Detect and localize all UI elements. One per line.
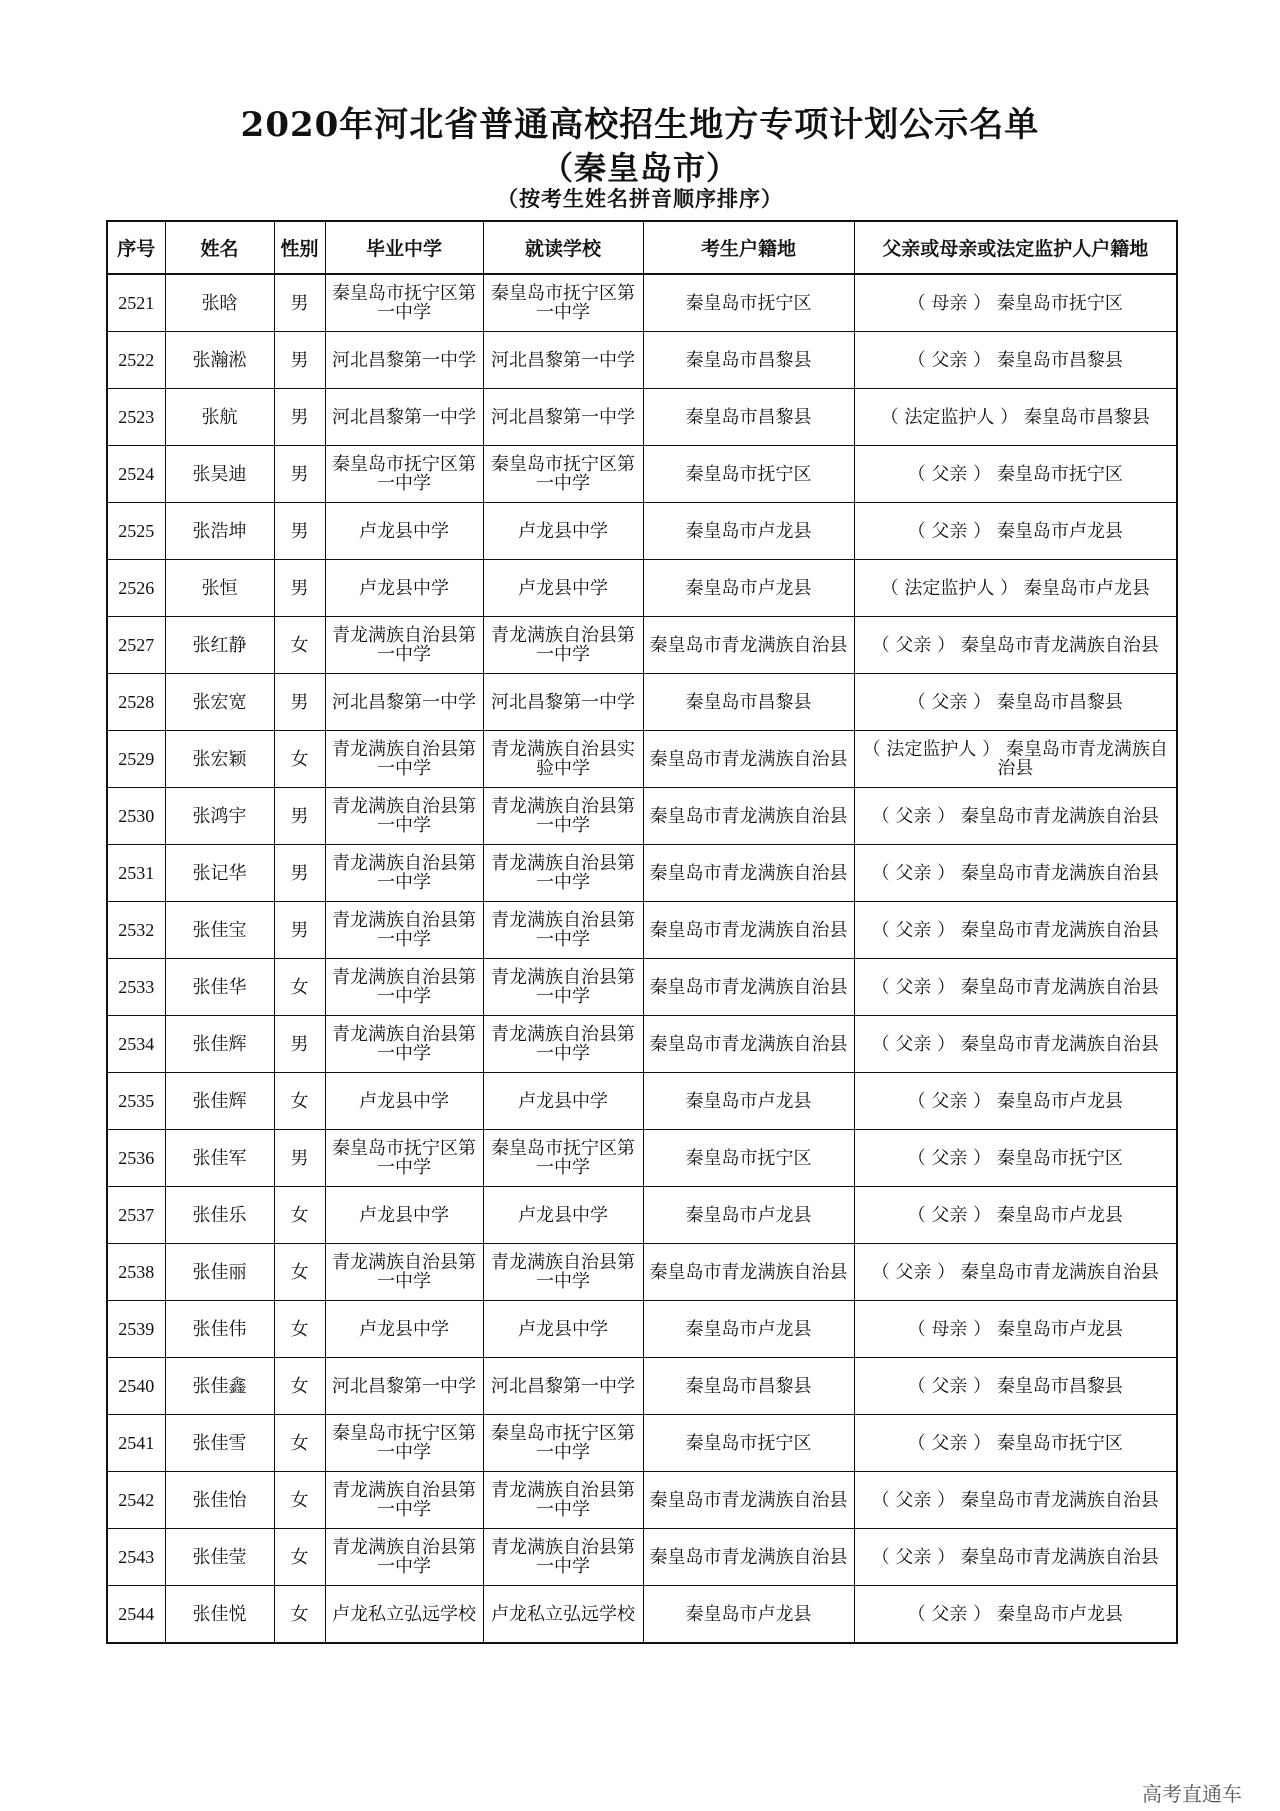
cell-household: 秦皇岛市卢龙县 xyxy=(643,1301,854,1358)
table-row xyxy=(107,389,1177,446)
cell-current-school: 青龙满族自治县第一中学 xyxy=(483,845,643,902)
cell-name: 张佳悦 xyxy=(165,1586,274,1644)
table-row xyxy=(107,1586,1177,1644)
table-row xyxy=(107,731,1177,788)
cell-name: 张红静 xyxy=(165,617,274,674)
cell-current-school: 卢龙县中学 xyxy=(483,1187,643,1244)
cell-parent-household: （ 法定监护人 ） 秦皇岛市昌黎县 xyxy=(854,389,1177,446)
cell-household: 秦皇岛市昌黎县 xyxy=(643,1358,854,1415)
cell-seq: 2543 xyxy=(107,1529,165,1586)
table-row xyxy=(107,845,1177,902)
cell-name: 张浩坤 xyxy=(165,503,274,560)
cell-seq: 2544 xyxy=(107,1586,165,1644)
cell-grad-school: 河北昌黎第一中学 xyxy=(325,1358,483,1415)
table-row xyxy=(107,617,1177,674)
cell-gender: 女 xyxy=(274,731,325,788)
cell-name: 张佳宝 xyxy=(165,902,274,959)
cell-gender: 男 xyxy=(274,332,325,389)
cell-parent-household: （ 父亲 ） 秦皇岛市青龙满族自治县 xyxy=(854,1472,1177,1529)
cell-parent-household: （ 父亲 ） 秦皇岛市青龙满族自治县 xyxy=(854,788,1177,845)
cell-name: 张佳乐 xyxy=(165,1187,274,1244)
cell-seq: 2521 xyxy=(107,274,165,332)
cell-seq: 2525 xyxy=(107,503,165,560)
cell-current-school: 河北昌黎第一中学 xyxy=(483,332,643,389)
cell-current-school: 青龙满族自治县第一中学 xyxy=(483,788,643,845)
cell-gender: 女 xyxy=(274,1073,325,1130)
cell-parent-household: （ 父亲 ） 秦皇岛市青龙满族自治县 xyxy=(854,845,1177,902)
cell-household: 秦皇岛市青龙满族自治县 xyxy=(643,902,854,959)
table-row xyxy=(107,560,1177,617)
cell-seq: 2531 xyxy=(107,845,165,902)
cell-gender: 女 xyxy=(274,1472,325,1529)
cell-current-school: 河北昌黎第一中学 xyxy=(483,1358,643,1415)
cell-gender: 男 xyxy=(274,446,325,503)
cell-name: 张宏颖 xyxy=(165,731,274,788)
table-row xyxy=(107,1073,1177,1130)
cell-name: 张恒 xyxy=(165,560,274,617)
cell-gender: 男 xyxy=(274,274,325,332)
cell-parent-household: （ 母亲 ） 秦皇岛市卢龙县 xyxy=(854,1301,1177,1358)
cell-seq: 2542 xyxy=(107,1472,165,1529)
cell-grad-school: 青龙满族自治县第一中学 xyxy=(325,731,483,788)
table-header-row xyxy=(107,221,1177,274)
cell-grad-school: 秦皇岛市抚宁区第一中学 xyxy=(325,1415,483,1472)
cell-household: 秦皇岛市卢龙县 xyxy=(643,560,854,617)
cell-grad-school: 河北昌黎第一中学 xyxy=(325,674,483,731)
header-name: 姓名 xyxy=(165,221,274,274)
cell-grad-school: 卢龙县中学 xyxy=(325,560,483,617)
cell-gender: 男 xyxy=(274,560,325,617)
cell-name: 张鸿宇 xyxy=(165,788,274,845)
cell-gender: 女 xyxy=(274,617,325,674)
cell-grad-school: 青龙满族自治县第一中学 xyxy=(325,788,483,845)
cell-gender: 男 xyxy=(274,1016,325,1073)
cell-seq: 2530 xyxy=(107,788,165,845)
roster-table xyxy=(106,220,1178,1644)
cell-name: 张瀚淞 xyxy=(165,332,274,389)
cell-seq: 2526 xyxy=(107,560,165,617)
cell-grad-school: 卢龙县中学 xyxy=(325,1301,483,1358)
cell-gender: 女 xyxy=(274,1244,325,1301)
cell-current-school: 卢龙县中学 xyxy=(483,1301,643,1358)
cell-seq: 2539 xyxy=(107,1301,165,1358)
cell-grad-school: 河北昌黎第一中学 xyxy=(325,389,483,446)
cell-grad-school: 青龙满族自治县第一中学 xyxy=(325,1529,483,1586)
cell-grad-school: 卢龙县中学 xyxy=(325,1187,483,1244)
cell-parent-household: （ 父亲 ） 秦皇岛市青龙满族自治县 xyxy=(854,1244,1177,1301)
cell-seq: 2528 xyxy=(107,674,165,731)
cell-gender: 男 xyxy=(274,503,325,560)
cell-grad-school: 河北昌黎第一中学 xyxy=(325,332,483,389)
cell-gender: 女 xyxy=(274,1415,325,1472)
cell-gender: 男 xyxy=(274,788,325,845)
cell-current-school: 青龙满族自治县第一中学 xyxy=(483,902,643,959)
cell-parent-household: （ 父亲 ） 秦皇岛市青龙满族自治县 xyxy=(854,902,1177,959)
cell-seq: 2541 xyxy=(107,1415,165,1472)
cell-parent-household: （ 父亲 ） 秦皇岛市抚宁区 xyxy=(854,446,1177,503)
table-row xyxy=(107,902,1177,959)
header-seq: 序号 xyxy=(107,221,165,274)
cell-current-school: 青龙满族自治县第一中学 xyxy=(483,617,643,674)
cell-current-school: 青龙满族自治县第一中学 xyxy=(483,1016,643,1073)
cell-current-school: 青龙满族自治县第一中学 xyxy=(483,1529,643,1586)
cell-seq: 2524 xyxy=(107,446,165,503)
page-title: 2020年河北省普通高校招生地方专项计划公示名单 xyxy=(240,105,1040,145)
header-parent-household: 父亲或母亲或法定监护人户籍地 xyxy=(854,221,1177,274)
cell-seq: 2533 xyxy=(107,959,165,1016)
cell-name: 张记华 xyxy=(165,845,274,902)
cell-household: 秦皇岛市抚宁区 xyxy=(643,1415,854,1472)
cell-gender: 男 xyxy=(274,389,325,446)
cell-seq: 2537 xyxy=(107,1187,165,1244)
cell-household: 秦皇岛市卢龙县 xyxy=(643,1187,854,1244)
cell-gender: 男 xyxy=(274,845,325,902)
cell-current-school: 卢龙县中学 xyxy=(483,503,643,560)
cell-parent-household: （ 父亲 ） 秦皇岛市抚宁区 xyxy=(854,1415,1177,1472)
table-row xyxy=(107,1187,1177,1244)
watermark: 高考直通车 xyxy=(1142,1782,1242,1806)
cell-name: 张佳军 xyxy=(165,1130,274,1187)
cell-gender: 男 xyxy=(274,1130,325,1187)
table-row xyxy=(107,1529,1177,1586)
cell-household: 秦皇岛市青龙满族自治县 xyxy=(643,788,854,845)
cell-household: 秦皇岛市卢龙县 xyxy=(643,1586,854,1644)
cell-current-school: 青龙满族自治县第一中学 xyxy=(483,1244,643,1301)
cell-name: 张佳丽 xyxy=(165,1244,274,1301)
cell-current-school: 秦皇岛市抚宁区第一中学 xyxy=(483,446,643,503)
cell-parent-household: （ 父亲 ） 秦皇岛市卢龙县 xyxy=(854,503,1177,560)
cell-seq: 2529 xyxy=(107,731,165,788)
cell-grad-school: 卢龙县中学 xyxy=(325,503,483,560)
cell-current-school: 秦皇岛市抚宁区第一中学 xyxy=(483,1130,643,1187)
table-row xyxy=(107,1301,1177,1358)
table-row xyxy=(107,1244,1177,1301)
cell-household: 秦皇岛市卢龙县 xyxy=(643,1073,854,1130)
cell-current-school: 卢龙县中学 xyxy=(483,560,643,617)
cell-grad-school: 卢龙私立弘远学校 xyxy=(325,1586,483,1644)
table-row xyxy=(107,1016,1177,1073)
cell-grad-school: 秦皇岛市抚宁区第一中学 xyxy=(325,446,483,503)
table-row xyxy=(107,788,1177,845)
cell-current-school: 青龙满族自治县实验中学 xyxy=(483,731,643,788)
cell-parent-household: （ 父亲 ） 秦皇岛市抚宁区 xyxy=(854,1130,1177,1187)
cell-gender: 男 xyxy=(274,674,325,731)
cell-household: 秦皇岛市昌黎县 xyxy=(643,332,854,389)
cell-seq: 2527 xyxy=(107,617,165,674)
cell-seq: 2532 xyxy=(107,902,165,959)
cell-parent-household: （ 父亲 ） 秦皇岛市青龙满族自治县 xyxy=(854,1529,1177,1586)
table-row xyxy=(107,446,1177,503)
cell-parent-household: （ 父亲 ） 秦皇岛市昌黎县 xyxy=(854,1358,1177,1415)
cell-name: 张佳伟 xyxy=(165,1301,274,1358)
cell-household: 秦皇岛市昌黎县 xyxy=(643,674,854,731)
cell-gender: 男 xyxy=(274,902,325,959)
cell-parent-household: （ 法定监护人 ） 秦皇岛市卢龙县 xyxy=(854,560,1177,617)
cell-current-school: 秦皇岛市抚宁区第一中学 xyxy=(483,274,643,332)
cell-gender: 女 xyxy=(274,959,325,1016)
cell-parent-household: （ 父亲 ） 秦皇岛市昌黎县 xyxy=(854,674,1177,731)
city-subtitle: （秦皇岛市） xyxy=(540,149,739,187)
table-row xyxy=(107,1472,1177,1529)
cell-parent-household: （ 父亲 ） 秦皇岛市卢龙县 xyxy=(854,1586,1177,1644)
sort-note: （按考生姓名拼音顺序排序） xyxy=(497,186,783,211)
cell-seq: 2522 xyxy=(107,332,165,389)
cell-name: 张佳辉 xyxy=(165,1016,274,1073)
table-row xyxy=(107,503,1177,560)
cell-name: 张佳辉 xyxy=(165,1073,274,1130)
cell-gender: 女 xyxy=(274,1301,325,1358)
cell-household: 秦皇岛市抚宁区 xyxy=(643,1130,854,1187)
cell-parent-household: （ 父亲 ） 秦皇岛市青龙满族自治县 xyxy=(854,1016,1177,1073)
table-row xyxy=(107,274,1177,332)
cell-household: 秦皇岛市青龙满族自治县 xyxy=(643,1472,854,1529)
cell-household: 秦皇岛市抚宁区 xyxy=(643,274,854,332)
cell-household: 秦皇岛市卢龙县 xyxy=(643,503,854,560)
cell-name: 张宏宽 xyxy=(165,674,274,731)
cell-seq: 2534 xyxy=(107,1016,165,1073)
cell-grad-school: 青龙满族自治县第一中学 xyxy=(325,959,483,1016)
cell-name: 张佳鑫 xyxy=(165,1358,274,1415)
cell-name: 张晗 xyxy=(165,274,274,332)
cell-seq: 2540 xyxy=(107,1358,165,1415)
cell-grad-school: 青龙满族自治县第一中学 xyxy=(325,617,483,674)
cell-gender: 女 xyxy=(274,1358,325,1415)
cell-name: 张佳华 xyxy=(165,959,274,1016)
cell-grad-school: 青龙满族自治县第一中学 xyxy=(325,1244,483,1301)
cell-household: 秦皇岛市青龙满族自治县 xyxy=(643,1529,854,1586)
cell-grad-school: 卢龙县中学 xyxy=(325,1073,483,1130)
cell-parent-household: （ 父亲 ） 秦皇岛市卢龙县 xyxy=(854,1073,1177,1130)
cell-seq: 2523 xyxy=(107,389,165,446)
cell-current-school: 青龙满族自治县第一中学 xyxy=(483,959,643,1016)
cell-household: 秦皇岛市青龙满族自治县 xyxy=(643,617,854,674)
cell-current-school: 河北昌黎第一中学 xyxy=(483,674,643,731)
cell-household: 秦皇岛市青龙满族自治县 xyxy=(643,845,854,902)
cell-current-school: 卢龙县中学 xyxy=(483,1073,643,1130)
header-gender: 性别 xyxy=(274,221,325,274)
cell-current-school: 河北昌黎第一中学 xyxy=(483,389,643,446)
cell-current-school: 秦皇岛市抚宁区第一中学 xyxy=(483,1415,643,1472)
cell-parent-household: （ 法定监护人 ） 秦皇岛市青龙满族自治县 xyxy=(854,731,1177,788)
cell-current-school: 卢龙私立弘远学校 xyxy=(483,1586,643,1644)
cell-grad-school: 青龙满族自治县第一中学 xyxy=(325,1016,483,1073)
cell-parent-household: （ 父亲 ） 秦皇岛市卢龙县 xyxy=(854,1187,1177,1244)
cell-gender: 女 xyxy=(274,1529,325,1586)
cell-parent-household: （ 父亲 ） 秦皇岛市昌黎县 xyxy=(854,332,1177,389)
cell-name: 张航 xyxy=(165,389,274,446)
table-row xyxy=(107,674,1177,731)
cell-current-school: 青龙满族自治县第一中学 xyxy=(483,1472,643,1529)
cell-household: 秦皇岛市青龙满族自治县 xyxy=(643,1016,854,1073)
table-body xyxy=(107,274,1177,1643)
cell-name: 张佳怡 xyxy=(165,1472,274,1529)
table-row xyxy=(107,1130,1177,1187)
table-row xyxy=(107,959,1177,1016)
cell-grad-school: 秦皇岛市抚宁区第一中学 xyxy=(325,1130,483,1187)
table-row xyxy=(107,332,1177,389)
cell-household: 秦皇岛市青龙满族自治县 xyxy=(643,1244,854,1301)
cell-household: 秦皇岛市昌黎县 xyxy=(643,389,854,446)
table-row xyxy=(107,1415,1177,1472)
cell-gender: 女 xyxy=(274,1586,325,1644)
cell-name: 张佳莹 xyxy=(165,1529,274,1586)
cell-seq: 2538 xyxy=(107,1244,165,1301)
header-household: 考生户籍地 xyxy=(643,221,854,274)
cell-grad-school: 青龙满族自治县第一中学 xyxy=(325,902,483,959)
header-grad-school: 毕业中学 xyxy=(325,221,483,274)
cell-gender: 女 xyxy=(274,1187,325,1244)
cell-grad-school: 青龙满族自治县第一中学 xyxy=(325,845,483,902)
cell-name: 张佳雪 xyxy=(165,1415,274,1472)
cell-grad-school: 青龙满族自治县第一中学 xyxy=(325,1472,483,1529)
cell-seq: 2535 xyxy=(107,1073,165,1130)
cell-household: 秦皇岛市抚宁区 xyxy=(643,446,854,503)
header-current-school: 就读学校 xyxy=(483,221,643,274)
cell-grad-school: 秦皇岛市抚宁区第一中学 xyxy=(325,274,483,332)
cell-household: 秦皇岛市青龙满族自治县 xyxy=(643,731,854,788)
cell-household: 秦皇岛市青龙满族自治县 xyxy=(643,959,854,1016)
cell-parent-household: （ 母亲 ） 秦皇岛市抚宁区 xyxy=(854,274,1177,332)
cell-parent-household: （ 父亲 ） 秦皇岛市青龙满族自治县 xyxy=(854,959,1177,1016)
cell-name: 张昊迪 xyxy=(165,446,274,503)
cell-parent-household: （ 父亲 ） 秦皇岛市青龙满族自治县 xyxy=(854,617,1177,674)
cell-seq: 2536 xyxy=(107,1130,165,1187)
table-row xyxy=(107,1358,1177,1415)
